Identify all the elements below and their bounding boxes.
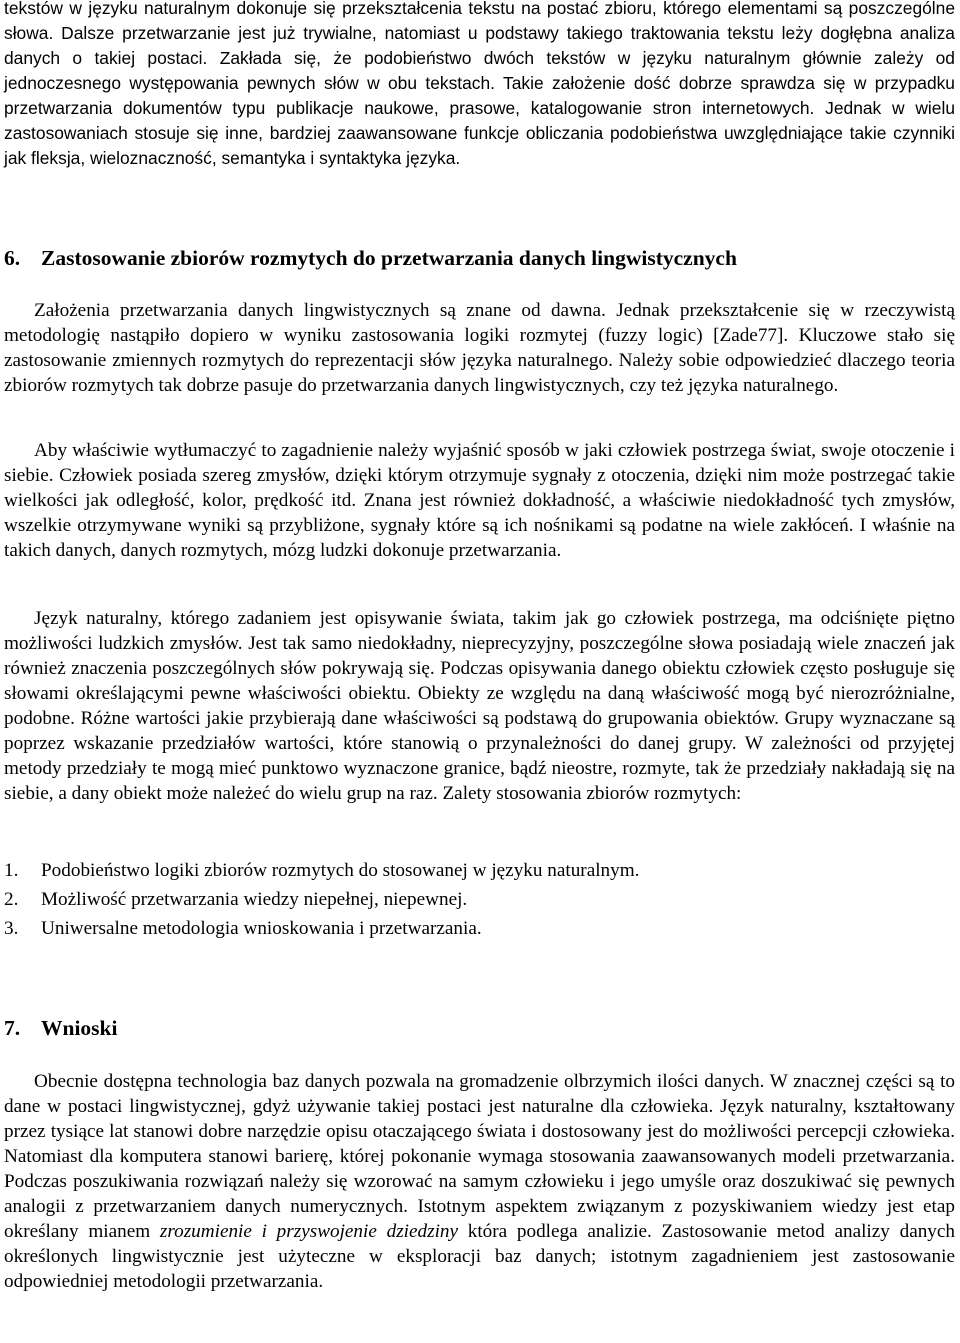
conclusion-emphasis: zrozumienie i przyswojenie dziedziny xyxy=(159,1221,459,1242)
intro-paragraph xyxy=(4,0,955,171)
intro-sentence: Dalsze przetwarzanie jest już trywialne, natomiast u podstawy takiego traktowania tekstu leży dogłębna analiza danych o takiej postaci. xyxy=(4,23,955,68)
section-6-heading xyxy=(4,245,955,271)
list-item-number: 3. xyxy=(4,918,19,939)
list-item-number: 2. xyxy=(4,889,19,910)
section-7-title: Wnioski xyxy=(41,1016,118,1040)
list-item-text: Możliwość przetwarzania wiedzy niepełnej, niepewnej. xyxy=(41,889,468,910)
intro-sentence: Takie założenie dość dobrze sprawdza się w przypadku przetwarzania dokumentów typu publikacje naukowe, prasowe, katalogowanie stron internetowych. xyxy=(4,73,955,118)
section-7-number: 7. xyxy=(4,1016,21,1040)
section-6-number: 6. xyxy=(4,246,21,270)
list-item-text: Podobieństwo logiki zbiorów rozmytych do stosowanej w języku naturalnym. xyxy=(41,860,640,881)
conclusion-text-end: która podlega analizie. Zastosowanie metod analizy danych określonych lingwistycznie jest użyteczne w eksploracji baz danych; istotnym zagadnieniem jest zastosowanie odpowiedniej metodologii przetwarzania. xyxy=(4,1221,956,1292)
section-7-heading xyxy=(4,1015,955,1041)
section-6-paragraph-1: Założenia przetwarzania danych lingwistycznych są znane od dawna. Jednak przekształcenie się w rzeczywistą metodologię nastąpiło dopiero w wyniku zastosowania logiki rozmytej (fuzzy logic) [Zade77]. Kluczowe stało się zastosowanie zmiennych rozmytych do reprezentacji słów języka naturalnego. Należy sobie odpowiedzieć dlaczego teoria zbiorów rozmytych tak dobrze pasuje do przetwarzania danych lingwistycznych, czy też języka naturalnego. xyxy=(4,300,955,396)
section-6-paragraph-2: Aby właściwie wytłumaczyć to zagadnienie należy wyjaśnić sposób w jaki człowiek postrzega świat, swoje otoczenie i siebie. Człowiek posiada szereg zmysłów, dzięki którym otrzymuje sygnały z otoczenia, dzięki nim może postrzegać takie wielkości jak odległość, kolor, prędkość itd. Znana jest również dokładność, a właściwie niedokładność tych zmysłów, wszelkie otrzymywane wyniki są przybliżone, sygnały które są ich nośnikami są podatne na wiele zakłóceń. I właśnie na takich danych, danych rozmytych, mózg ludzki dokonuje przetwarzania. xyxy=(4,440,955,561)
list-item-text: Uniwersalne metodologia wnioskowania i przetwarzania. xyxy=(41,918,482,939)
intro-sentence: tekstów w języku naturalnym dokonuje się przekształcenia tekstu na postać zbioru, którego elementami są poszczególne słowa. xyxy=(4,0,955,43)
list-item-number: 1. xyxy=(4,860,19,881)
section-6-paragraph-3: Język naturalny, którego zadaniem jest opisywanie świata, takim jak go człowiek postrzega, ma odciśnięte piętno możliwości ludzkich zmysłów. Jest tak samo niedokładny, nieprecyzyjny, poszczególne słowa posiadają wiele znaczeń jak również znaczenia poszczególnych słów pokrywają się. Podczas opisywania danego obiektu człowiek często posługuje się słowami określającymi pewne właściwości obiektu. Obiekty ze względu na daną właściwość mogą być nierozróżnialne, podobne. Różne wartości jakie przybierają dane właściwości są podstawą do grupowania obiektów. Grupy wyznaczane są poprzez wskazanie przedziałów wartości, które stanowią o przynależności do danej grupy. W zależności od przyjętej metody przedziały te mogą mieć punktowo wyznaczone granice, bądź nieostre, rozmyte, tak że przedziały nakładają się na siebie, a dany obiekt może należeć do wielu grup na raz. Zalety stosowania zbiorów rozmytych: xyxy=(4,608,955,804)
conclusion-text: Obecnie dostępna technologia baz danych pozwala na gromadzenie olbrzymich ilości danych. W znacznej części są to dane w postaci lingwistycznej, gdyż używanie takiej postaci jest naturalne dla człowieka. Język naturalny, kształtowany przez tysiące lat stanowi dobre narzędzie opisu otaczającego świata i dostosowany jest do możliwości percepcji człowieka. Natomiast dla komputera stanowi barierę, której pokonanie wymaga stosowania zaawansowanych modeli przetwarzania. Podczas poszukiwania rozwiązań należy się wzorować na samym człowieku i jego umyśle oraz doszukiwać się pewnych analogii z przetwarzaniem danych numerycznych. Istotnym aspektem związanym z pozyskiwaniem wiedzy jest etap określany mianem xyxy=(4,1071,955,1242)
section-7-paragraph xyxy=(4,1069,955,1294)
section-6-title: Zastosowanie zbiorów rozmytych do przetwarzania danych lingwistycznych xyxy=(41,246,737,270)
list-item xyxy=(4,916,955,941)
intro-sentence: Zakłada się, że podobieństwo dwóch tekstów w języku naturalnym głównie zależy od jednoczesnego występowania pewnych słów w obu tekstach. xyxy=(4,48,955,93)
list-item xyxy=(4,858,955,883)
intro-sentence: Jednak w wielu zastosowaniach stosuje się inne, bardziej zaawansowane funkcje obliczania podobieństwa uwzględniające takie czynniki jak fleksja, wieloznaczność, semantyka i syntaktyka języka. xyxy=(4,98,955,168)
list-item xyxy=(4,887,955,912)
advantages-list xyxy=(4,858,955,941)
